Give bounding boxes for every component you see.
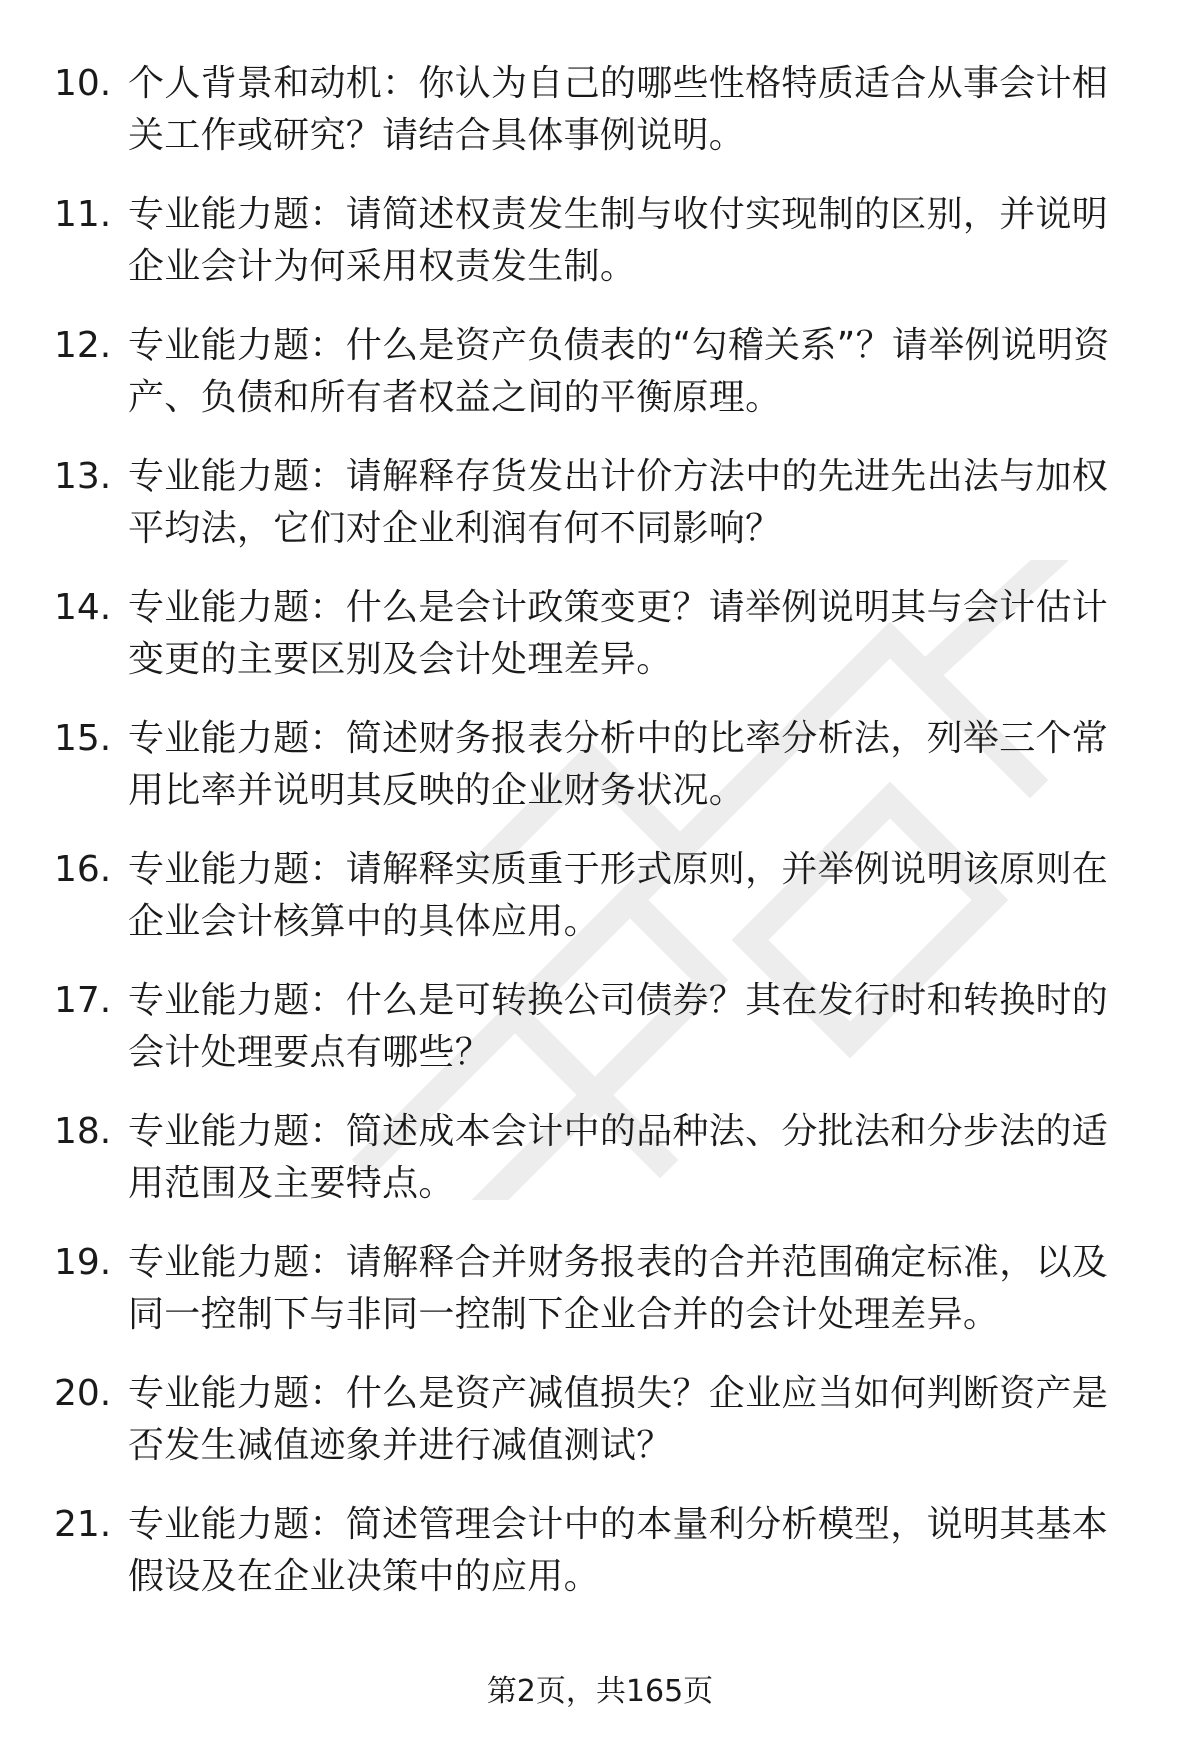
list-item — [0, 582, 1200, 713]
item-text: 专业能力题：什么是资产减值损失？企业应当如何判断资产是否发生减值迹象并进行减值测试？ — [128, 1373, 1109, 1466]
item-number: 11. — [54, 194, 112, 235]
list-item — [0, 58, 1200, 189]
item-number: 21. — [54, 1504, 112, 1545]
list-item — [0, 1106, 1200, 1237]
list-item — [0, 1237, 1200, 1368]
item-text: 专业能力题：什么是可转换公司债券？其在发行时和转换时的会计处理要点有哪些？ — [128, 980, 1109, 1073]
item-number: 13. — [54, 456, 112, 497]
item-number: 18. — [54, 1111, 112, 1152]
list-item — [0, 189, 1200, 320]
item-number: 19. — [54, 1242, 112, 1283]
item-text: 专业能力题：简述管理会计中的本量利分析模型，说明其基本假设及在企业决策中的应用。 — [128, 1504, 1109, 1597]
item-number: 10. — [54, 63, 112, 104]
item-number: 15. — [54, 718, 112, 759]
item-text: 专业能力题：请解释合并财务报表的合并范围确定标准，以及同一控制下与非同一控制下企业合并的会计处理差异。 — [128, 1242, 1109, 1335]
item-text: 专业能力题：什么是资产负债表的“勾稽关系”？请举例说明资产、负债和所有者权益之间的平衡原理。 — [128, 325, 1110, 418]
item-text: 个人背景和动机：你认为自己的哪些性格特质适合从事会计相关工作或研究？请结合具体事例说明。 — [128, 63, 1109, 156]
page-number: 第2页，共165页 — [486, 1674, 714, 1709]
item-text: 专业能力题：请解释实质重于形式原则，并举例说明该原则在企业会计核算中的具体应用。 — [128, 849, 1109, 942]
list-item — [0, 320, 1200, 451]
list-item — [0, 713, 1200, 844]
item-number: 14. — [54, 587, 112, 628]
item-number: 16. — [54, 849, 112, 890]
item-text: 专业能力题：什么是会计政策变更？请举例说明其与会计估计变更的主要区别及会计处理差异。 — [128, 587, 1109, 680]
item-text: 专业能力题：简述成本会计中的品种法、分批法和分步法的适用范围及主要特点。 — [128, 1111, 1109, 1204]
list-item — [0, 451, 1200, 582]
item-number: 20. — [54, 1373, 112, 1414]
item-number: 17. — [54, 980, 112, 1021]
list-item — [0, 1499, 1200, 1630]
item-number: 12. — [54, 325, 112, 366]
question-list — [0, 58, 1200, 1630]
item-text: 专业能力题：简述财务报表分析中的比率分析法，列举三个常用比率并说明其反映的企业财务状况。 — [128, 718, 1109, 811]
item-text: 专业能力题：请解释存货发出计价方法中的先进先出法与加权平均法，它们对企业利润有何不同影响？ — [128, 456, 1109, 549]
list-item — [0, 1368, 1200, 1499]
item-text: 专业能力题：请简述权责发生制与收付实现制的区别，并说明企业会计为何采用权责发生制。 — [128, 194, 1109, 287]
list-item — [0, 844, 1200, 975]
list-item — [0, 975, 1200, 1106]
